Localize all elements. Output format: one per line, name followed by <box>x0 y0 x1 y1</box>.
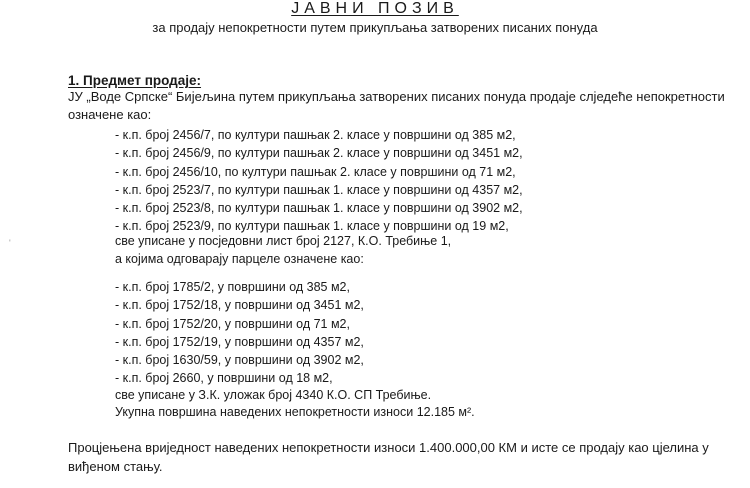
matching-parcel-item: - к.п. број 2660, у површини од 18 м2, <box>115 371 333 386</box>
intro-line: означене као: <box>68 107 152 122</box>
parcel-list <box>115 126 523 236</box>
parcel-item: - к.п. број 2523/7, по култури пашњак 1. класе у површини од 4357 м2, <box>115 182 523 197</box>
matching-parcel-item: - к.п. број 1752/19, у површини од 4357 м2, <box>115 334 364 349</box>
land-registry-line: све уписане у З.К. уложак број 4340 К.О. СП Требиње. <box>115 388 432 402</box>
parcel-item: - к.п. број 2523/9, по култури пашњак 1. класе у површини од 19 м2, <box>115 219 509 234</box>
matching-parcel-item: - к.п. број 1752/20, у површини од 71 м2, <box>115 316 350 331</box>
document-subtitle: за продају непокретности путем прикупљања затворених писаних понуда <box>152 20 598 35</box>
matching-parcel-item: - к.п. број 1630/59, у површини од 3902 м2, <box>115 353 364 368</box>
scan-margin-mark: ' <box>9 238 11 248</box>
intro-paragraph <box>68 88 738 124</box>
correspond-line: а којима одговарају парцеле означене као: <box>115 252 364 266</box>
matching-parcel-list <box>115 278 364 388</box>
parcel-item: - к.п. број 2456/10, по култури пашњак 2. класе у површини од 71 м2, <box>115 164 516 179</box>
matching-parcel-item: - к.п. број 1785/2, у површини од 385 м2, <box>115 280 350 294</box>
section-heading-subject-of-sale: 1. Предмет продаје: <box>68 73 202 88</box>
valuation-line: Процјењена вриједност наведених непокретности износи 1.400.000,00 КМ и исте се продају као цјелина у <box>68 440 709 455</box>
matching-parcel-item: - к.п. број 1752/18, у површини од 3451 м2, <box>115 298 364 313</box>
valuation-line: виђеном стању. <box>68 459 163 474</box>
parcel-item: - к.п. број 2456/9, по култури пашњак 2. класе у површини од 3451 м2, <box>115 146 523 161</box>
parcel-item: - к.п. број 2523/8, по култури пашњак 1. класе у површини од 3902 м2, <box>115 201 523 216</box>
valuation-paragraph <box>68 438 738 476</box>
parcel-item: - к.п. број 2456/7, по култури пашњак 2. класе у површини од 385 м2, <box>115 128 516 142</box>
total-area-line: Укупна површина наведених непокретности износи 12.185 м². <box>115 405 475 419</box>
document-title: ЈАВНИ ПОЗИВ <box>291 0 459 17</box>
registry-line: све уписане у посједовни лист број 2127, К.О. Требиње 1, <box>115 234 452 248</box>
intro-line: ЈУ „Воде Српске“ Бијељина путем прикупљања затворених писаних понуда продаје слједеће непокретности <box>68 89 725 104</box>
